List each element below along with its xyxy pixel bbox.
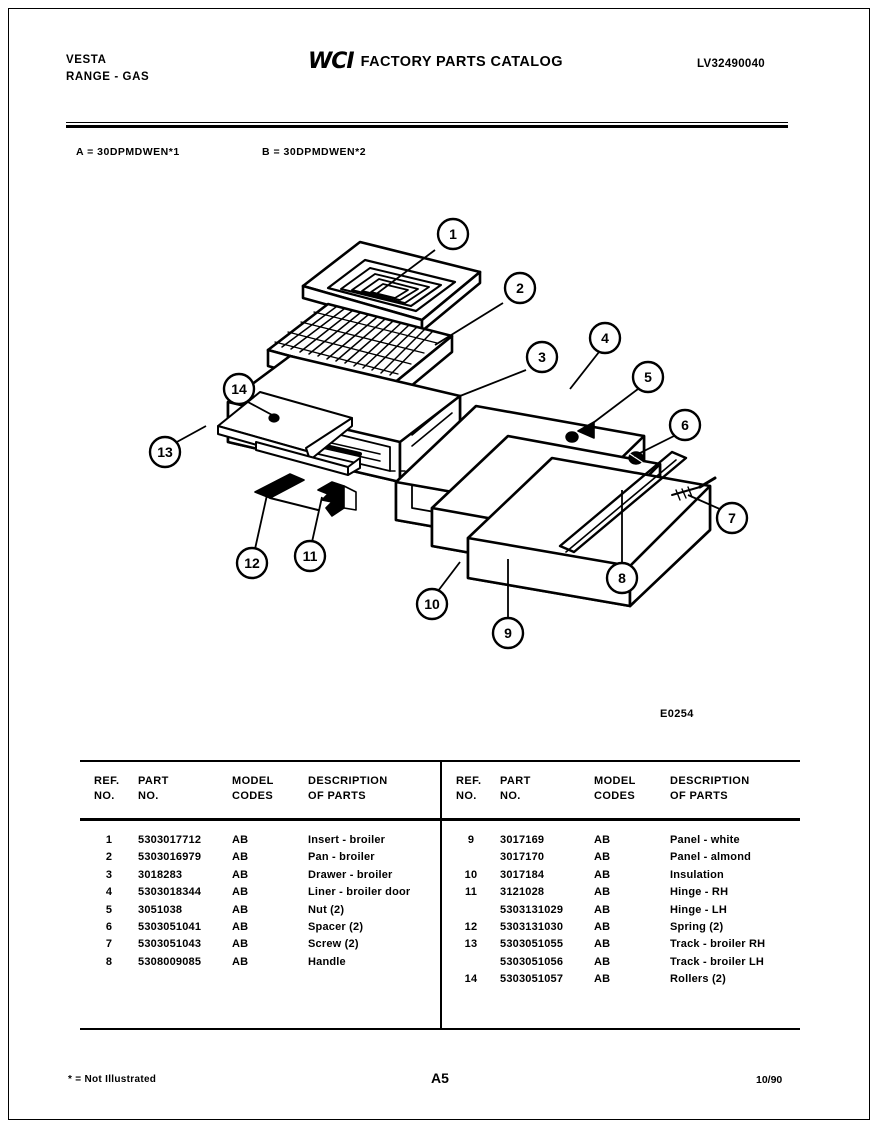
- cell-description: Nut (2): [308, 903, 345, 916]
- cell-model-codes: AB: [232, 920, 249, 933]
- cell-ref-no: 6: [105, 920, 113, 933]
- callout-number: 14: [231, 381, 247, 397]
- cell-ref-no: 11: [464, 886, 478, 899]
- table-rows-right: [442, 834, 802, 991]
- callout-13: [150, 426, 206, 467]
- table-row: [80, 904, 440, 921]
- header-model-codes: MODEL CODES: [594, 775, 636, 802]
- cell-description: Hinge - LH: [670, 903, 727, 916]
- callout-4: [570, 323, 620, 389]
- part-hinge: [318, 482, 356, 516]
- parts-table: [80, 760, 800, 1060]
- cell-model-codes: AB: [594, 851, 611, 864]
- callout-number: 1: [449, 226, 457, 242]
- cell-part-no: 5303051041: [138, 920, 202, 933]
- cell-ref-no: 2: [105, 851, 113, 864]
- cell-part-no: 5303131030: [500, 920, 564, 933]
- cell-model-codes: AB: [232, 886, 249, 899]
- cell-ref-no: 8: [105, 955, 113, 968]
- table-row: [442, 869, 802, 886]
- table-row: [442, 921, 802, 938]
- cell-ref-no: 7: [105, 938, 113, 951]
- table-row: [80, 938, 440, 955]
- callout-leader-line: [255, 495, 267, 549]
- cell-part-no: 3017169: [500, 834, 545, 846]
- cell-description: Panel - almond: [670, 851, 752, 864]
- cell-description: Spacer (2): [308, 920, 364, 933]
- callout-number: 10: [424, 596, 440, 612]
- revision-date: 10/90: [756, 1074, 783, 1086]
- table-row: [80, 886, 440, 903]
- cell-model-codes: AB: [594, 938, 611, 951]
- table-row: [442, 834, 802, 851]
- callout-number: 12: [244, 555, 260, 571]
- cell-part-no: 5303131029: [500, 903, 564, 916]
- cell-model-codes: AB: [232, 955, 249, 968]
- header-part-no: PART NO.: [500, 775, 531, 802]
- cell-ref-no: 14: [464, 973, 478, 986]
- cell-part-no: 5303051055: [500, 938, 564, 951]
- cell-ref-no: 12: [464, 920, 478, 933]
- table-row: [442, 886, 802, 903]
- header-description: DESCRIPTION OF PARTS: [670, 775, 750, 802]
- cell-part-no: 5303017712: [138, 834, 202, 846]
- cell-part-no: 5303016979: [138, 851, 202, 864]
- cell-ref-no: 1: [105, 834, 113, 846]
- cell-description: Spring (2): [670, 920, 724, 933]
- callout-leader-line: [438, 562, 460, 591]
- cell-part-no: 5308009085: [138, 955, 202, 968]
- header-part-no: PART NO.: [138, 775, 169, 802]
- callout-10: [417, 562, 460, 619]
- table-row: [442, 956, 802, 973]
- footnote-not-illustrated: * = Not Illustrated: [68, 1074, 157, 1085]
- table-row: [80, 869, 440, 886]
- callout-leader-line: [312, 497, 322, 542]
- table-row: [80, 834, 440, 851]
- cell-description: Rollers (2): [670, 973, 726, 986]
- cell-description: Screw (2): [308, 938, 359, 951]
- catalog-title: FACTORY PARTS CATALOG: [360, 54, 563, 70]
- callout-number: 6: [681, 417, 689, 433]
- cell-description: Hinge - RH: [670, 886, 729, 899]
- callout-number: 9: [504, 625, 512, 641]
- callout-number: 11: [302, 548, 318, 564]
- cell-model-codes: AB: [232, 903, 249, 916]
- callout-12: [237, 495, 267, 578]
- cell-ref-no: 3: [105, 868, 113, 881]
- table-row: [442, 938, 802, 955]
- cell-model-codes: AB: [594, 868, 611, 881]
- cell-ref-no: 9: [467, 834, 475, 846]
- callout-number: 5: [644, 369, 652, 385]
- cell-description: Liner - broiler door: [308, 886, 411, 899]
- cell-model-codes: AB: [232, 851, 249, 864]
- cell-model-codes: AB: [232, 938, 249, 951]
- header-title-block: [308, 49, 563, 74]
- callout-3: [460, 342, 557, 396]
- cell-part-no: 5303051056: [500, 955, 564, 968]
- cell-model-codes: AB: [232, 868, 249, 881]
- header-ref-no: REF. NO.: [456, 775, 482, 802]
- cell-description: Handle: [308, 955, 346, 968]
- table-row: [442, 973, 802, 990]
- page-number: A5: [431, 1070, 449, 1086]
- table-column-left: [80, 760, 440, 1030]
- figure-code: E0254: [660, 708, 694, 720]
- cell-description: Track - broiler LH: [670, 955, 765, 968]
- header-ref-no: REF. NO.: [94, 775, 120, 802]
- callout-5: [585, 362, 663, 429]
- exploded-parts-diagram: [60, 190, 820, 720]
- callout-number: 3: [538, 349, 546, 365]
- cell-model-codes: AB: [594, 886, 611, 899]
- table-column-right: [442, 760, 802, 1030]
- callout-number: 13: [157, 444, 173, 460]
- cell-part-no: 3017184: [500, 868, 545, 881]
- header-rule-thick: [66, 125, 788, 128]
- callout-leader-line: [175, 426, 206, 443]
- cell-part-no: 3121028: [500, 886, 545, 899]
- cell-description: Pan - broiler: [308, 851, 375, 864]
- callout-leader-line: [585, 389, 638, 429]
- cell-description: Track - broiler RH: [670, 938, 766, 951]
- callout-number: 8: [618, 570, 626, 586]
- wci-logo: WCI: [308, 49, 354, 74]
- part-spacer: [629, 452, 643, 464]
- table-rows-left: [80, 834, 440, 973]
- cell-part-no: 5303018344: [138, 886, 202, 899]
- cell-model-codes: AB: [594, 903, 611, 916]
- header-model-codes: MODEL CODES: [232, 775, 274, 802]
- cell-part-no: 3017170: [500, 851, 545, 864]
- header-description: DESCRIPTION OF PARTS: [308, 775, 388, 802]
- cell-description: Insert - broiler: [308, 834, 386, 846]
- header-rule-thin: [66, 122, 788, 123]
- callout-leader-line: [460, 370, 526, 396]
- callout-number: 2: [516, 280, 524, 296]
- cell-part-no: 5303051043: [138, 938, 202, 951]
- table-row: [80, 921, 440, 938]
- cell-model-codes: AB: [594, 834, 611, 846]
- cell-ref-no: 5: [105, 903, 113, 916]
- callout-number: 7: [728, 510, 736, 526]
- cell-description: Panel - white: [670, 834, 740, 846]
- cell-part-no: 3051038: [138, 903, 183, 916]
- header-brand-block: [66, 52, 149, 86]
- cell-model-codes: AB: [594, 955, 611, 968]
- callout-leader-line: [570, 352, 599, 389]
- table-row: [442, 851, 802, 868]
- table-row: [80, 956, 440, 973]
- table-row: [442, 904, 802, 921]
- cell-part-no: 5303051057: [500, 973, 564, 986]
- model-code-a: A = 30DPMDWEN*1: [76, 146, 180, 158]
- cell-model-codes: AB: [594, 973, 611, 986]
- cell-ref-no: 10: [464, 868, 478, 881]
- catalog-number: LV32490040: [697, 58, 766, 70]
- cell-model-codes: AB: [594, 920, 611, 933]
- cell-part-no: 3018283: [138, 868, 183, 881]
- cell-description: Drawer - broiler: [308, 868, 393, 881]
- product-type: RANGE - GAS: [66, 71, 150, 83]
- model-code-b: B = 30DPMDWEN*2: [262, 146, 367, 158]
- callout-number: 4: [601, 330, 609, 346]
- cell-ref-no: 4: [105, 886, 113, 899]
- cell-ref-no: 13: [464, 938, 478, 951]
- brand-name: VESTA: [66, 54, 107, 66]
- cell-description: Insulation: [670, 868, 724, 881]
- cell-model-codes: AB: [232, 834, 249, 846]
- table-row: [80, 851, 440, 868]
